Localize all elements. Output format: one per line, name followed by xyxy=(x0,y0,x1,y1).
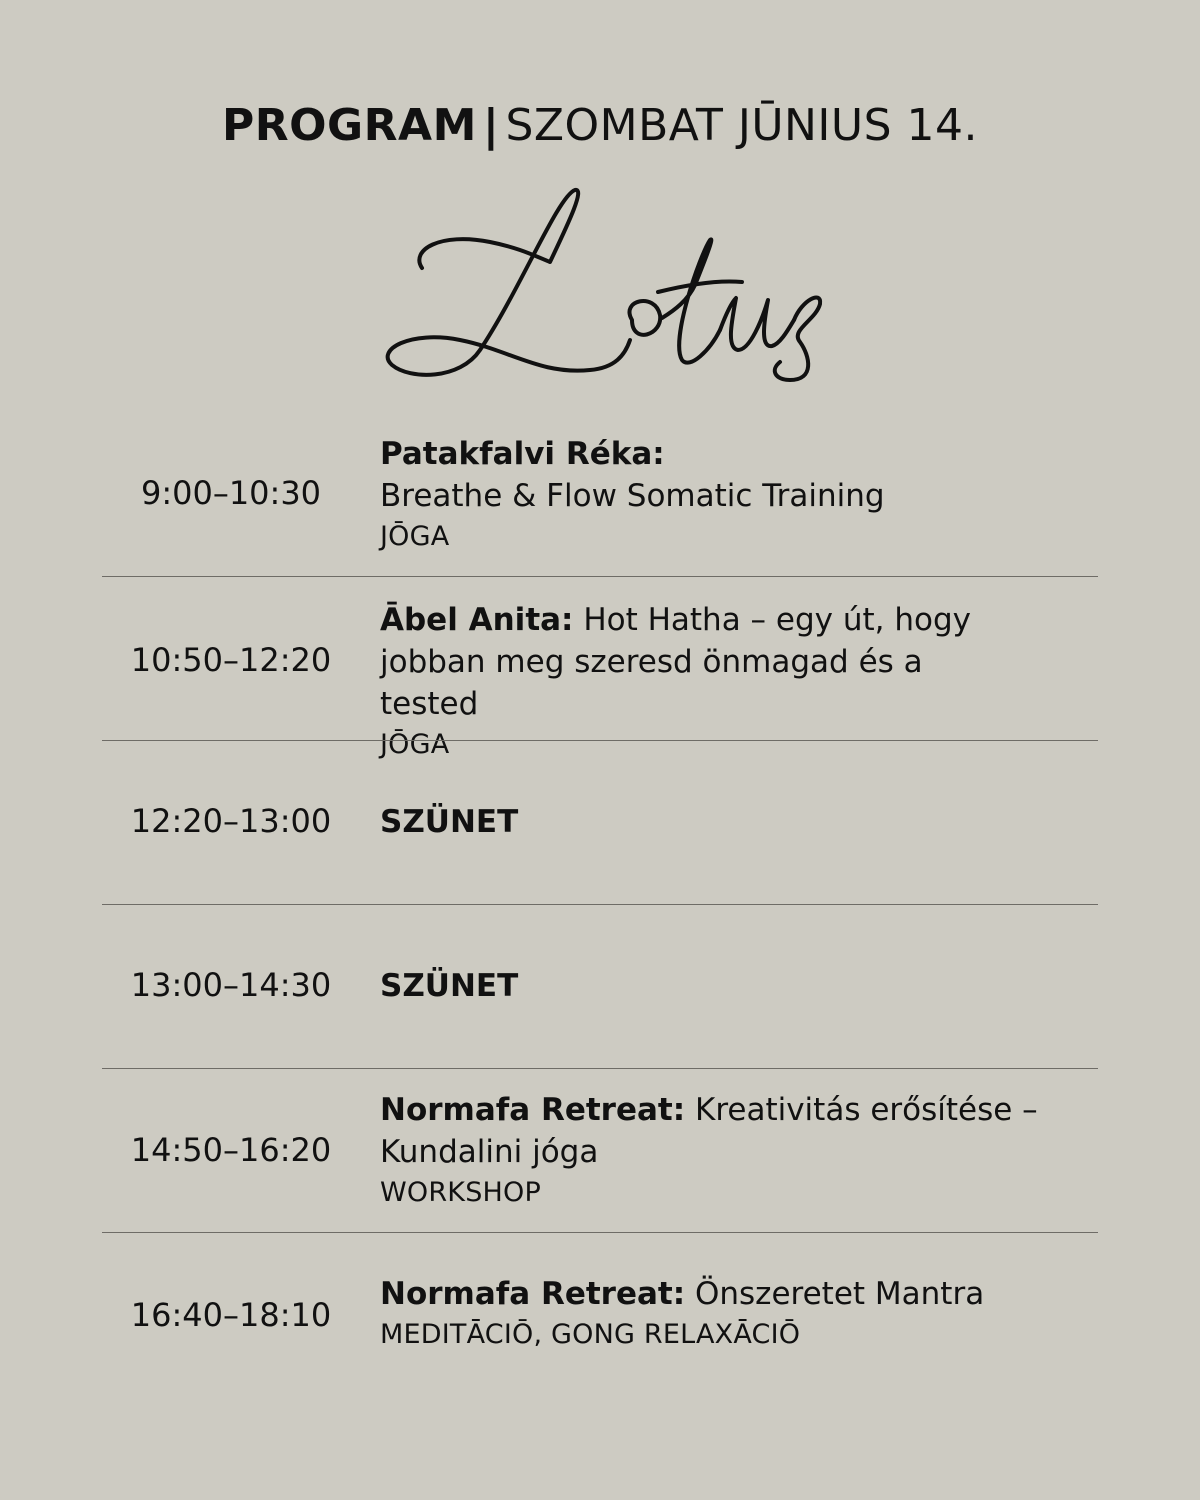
schedule-break-label: SZÜNET xyxy=(380,804,519,840)
schedule-break-label: SZÜNET xyxy=(380,968,519,1004)
schedule-title: Breathe & Flow Somatic Training xyxy=(380,478,885,514)
schedule-title: Kreativitás erősítése – Kundalini jóga xyxy=(380,1092,1038,1170)
schedule-speaker: Ābel Anita: xyxy=(380,602,574,638)
divider xyxy=(102,576,1098,577)
schedule-content xyxy=(380,433,1060,557)
schedule-time: 14:50–16:20 xyxy=(130,1131,332,1169)
schedule-time: 9:00–10:30 xyxy=(140,474,322,512)
schedule-category: MEDITĀCIŌ, GONG RELAXĀCIŌ xyxy=(380,1319,801,1350)
schedule-time: 13:00–14:30 xyxy=(130,966,332,1004)
divider xyxy=(102,1068,1098,1069)
schedule-time: 16:40–18:10 xyxy=(130,1296,332,1334)
schedule-speaker-title xyxy=(380,599,1030,725)
schedule-title: Önszeretet Mantra xyxy=(694,1276,985,1312)
schedule-content xyxy=(380,965,1060,1007)
schedule-content xyxy=(380,1089,1060,1213)
schedule-speaker-title xyxy=(380,1273,1060,1315)
divider xyxy=(102,1232,1098,1233)
schedule-speaker: Patakfalvi Réka: xyxy=(380,436,665,472)
lotus-logo xyxy=(370,180,830,400)
page-header xyxy=(0,96,1200,156)
schedule-speaker-title xyxy=(380,1089,1060,1173)
schedule-content xyxy=(380,1273,1060,1355)
schedule-time: 10:50–12:20 xyxy=(130,641,332,679)
header-separator: | xyxy=(482,100,500,151)
divider xyxy=(102,904,1098,905)
schedule-speaker: Normafa Retreat: xyxy=(380,1276,686,1312)
schedule-title: Hot Hatha – egy út, hogy jobban meg szeresd önmagad és a tested xyxy=(380,602,972,722)
schedule-category: JŌGA xyxy=(380,729,450,760)
header-date: SZOMBAT JŪNIUS 14. xyxy=(505,100,979,151)
schedule-category: JŌGA xyxy=(380,521,450,552)
header-program-label: PROGRAM xyxy=(221,100,477,151)
schedule-time: 12:20–13:00 xyxy=(130,802,332,840)
schedule-category: WORKSHOP xyxy=(380,1177,541,1208)
schedule-content xyxy=(380,801,1060,843)
schedule-speaker: Normafa Retreat: xyxy=(380,1092,686,1128)
divider xyxy=(102,740,1098,741)
